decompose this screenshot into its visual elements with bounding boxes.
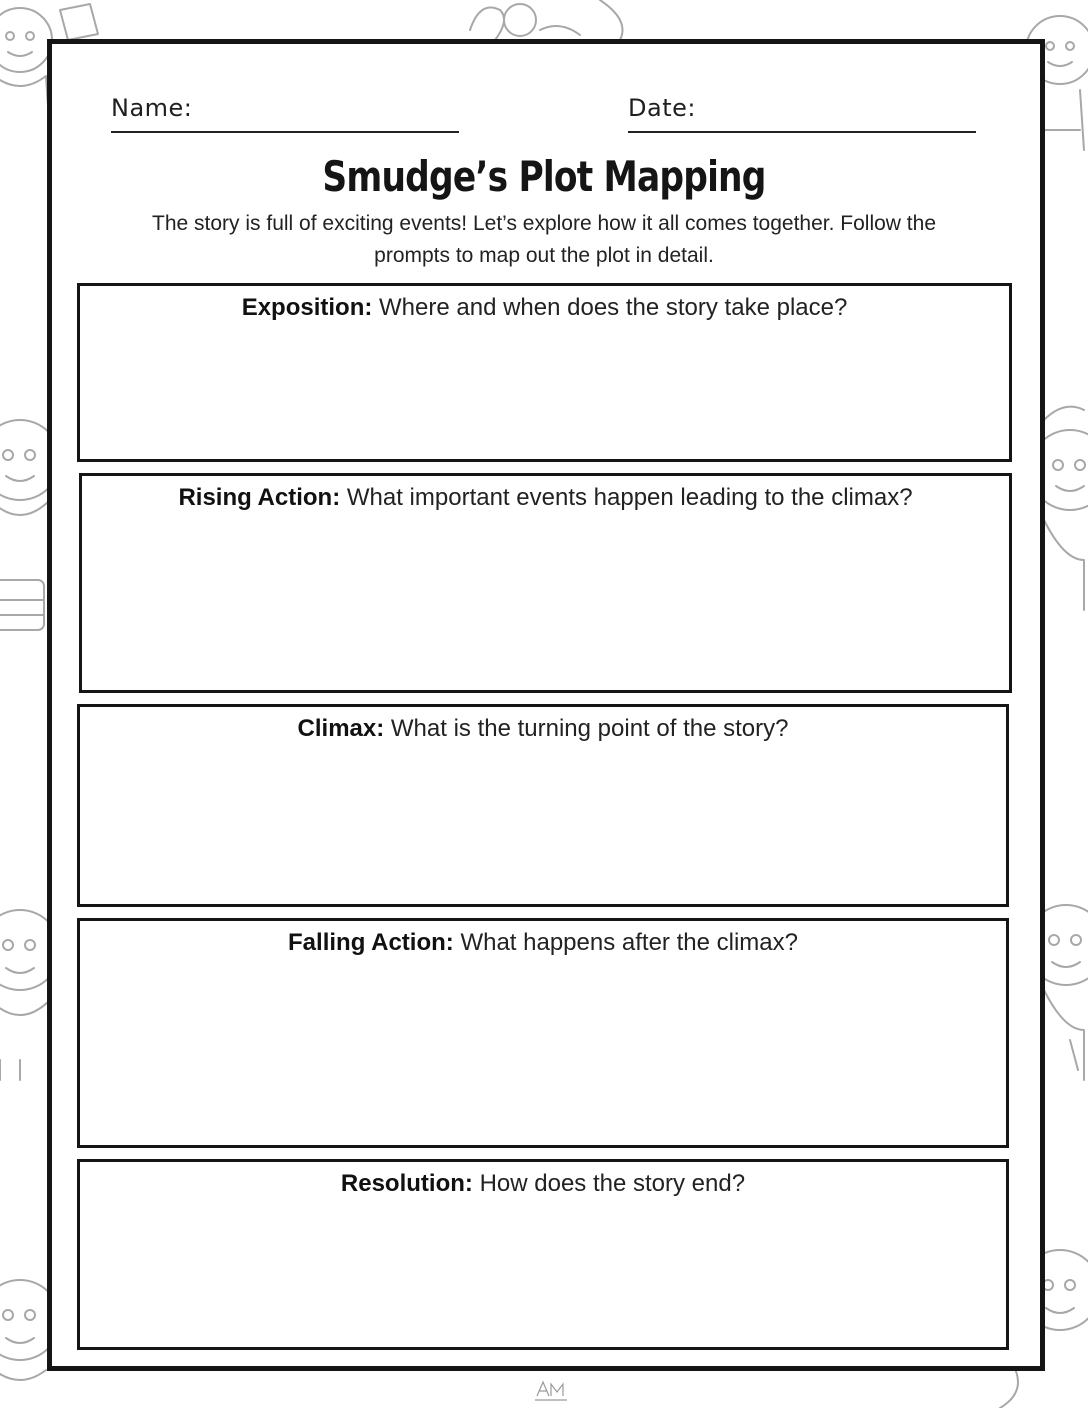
falling-action-prompt — [80, 929, 1006, 957]
falling-action-box[interactable] — [77, 918, 1009, 1148]
worksheet-title: Smudge’s Plot Mapping — [322, 152, 766, 201]
exposition-heading: Exposition: — [241, 294, 373, 321]
falling-action-heading: Falling Action: — [288, 929, 454, 956]
publisher-logo-icon — [529, 1376, 573, 1404]
exposition-prompt — [80, 294, 1009, 322]
rising-action-heading: Rising Action: — [178, 484, 341, 511]
climax-prompt — [80, 715, 1006, 743]
rising-action-box[interactable] — [79, 473, 1012, 693]
exposition-box[interactable] — [77, 283, 1012, 462]
intro-line-1: The story is full of exciting events! Let’s explore how it all comes together. Follow the — [152, 212, 936, 235]
name-label: Name: — [111, 94, 193, 122]
date-label: Date: — [628, 94, 696, 122]
resolution-question: How does the story end? — [479, 1170, 746, 1197]
intro-line-2: prompts to map out the plot in detail. — [374, 244, 714, 267]
intro-text — [80, 208, 1008, 272]
falling-action-question: What happens after the climax? — [460, 929, 798, 956]
climax-heading: Climax: — [297, 715, 385, 742]
climax-box[interactable] — [77, 704, 1009, 907]
resolution-heading: Resolution: — [340, 1170, 473, 1197]
rising-action-question: What important events happen leading to the climax? — [346, 484, 913, 511]
exposition-question: Where and when does the story take place? — [379, 294, 848, 321]
name-field-line[interactable] — [111, 131, 459, 133]
resolution-prompt — [80, 1170, 1006, 1198]
date-field-line[interactable] — [628, 131, 976, 133]
resolution-box[interactable] — [77, 1159, 1009, 1350]
doodle-character-top-center — [470, 0, 623, 40]
climax-question: What is the turning point of the story? — [390, 715, 789, 742]
rising-action-prompt — [82, 484, 1009, 512]
